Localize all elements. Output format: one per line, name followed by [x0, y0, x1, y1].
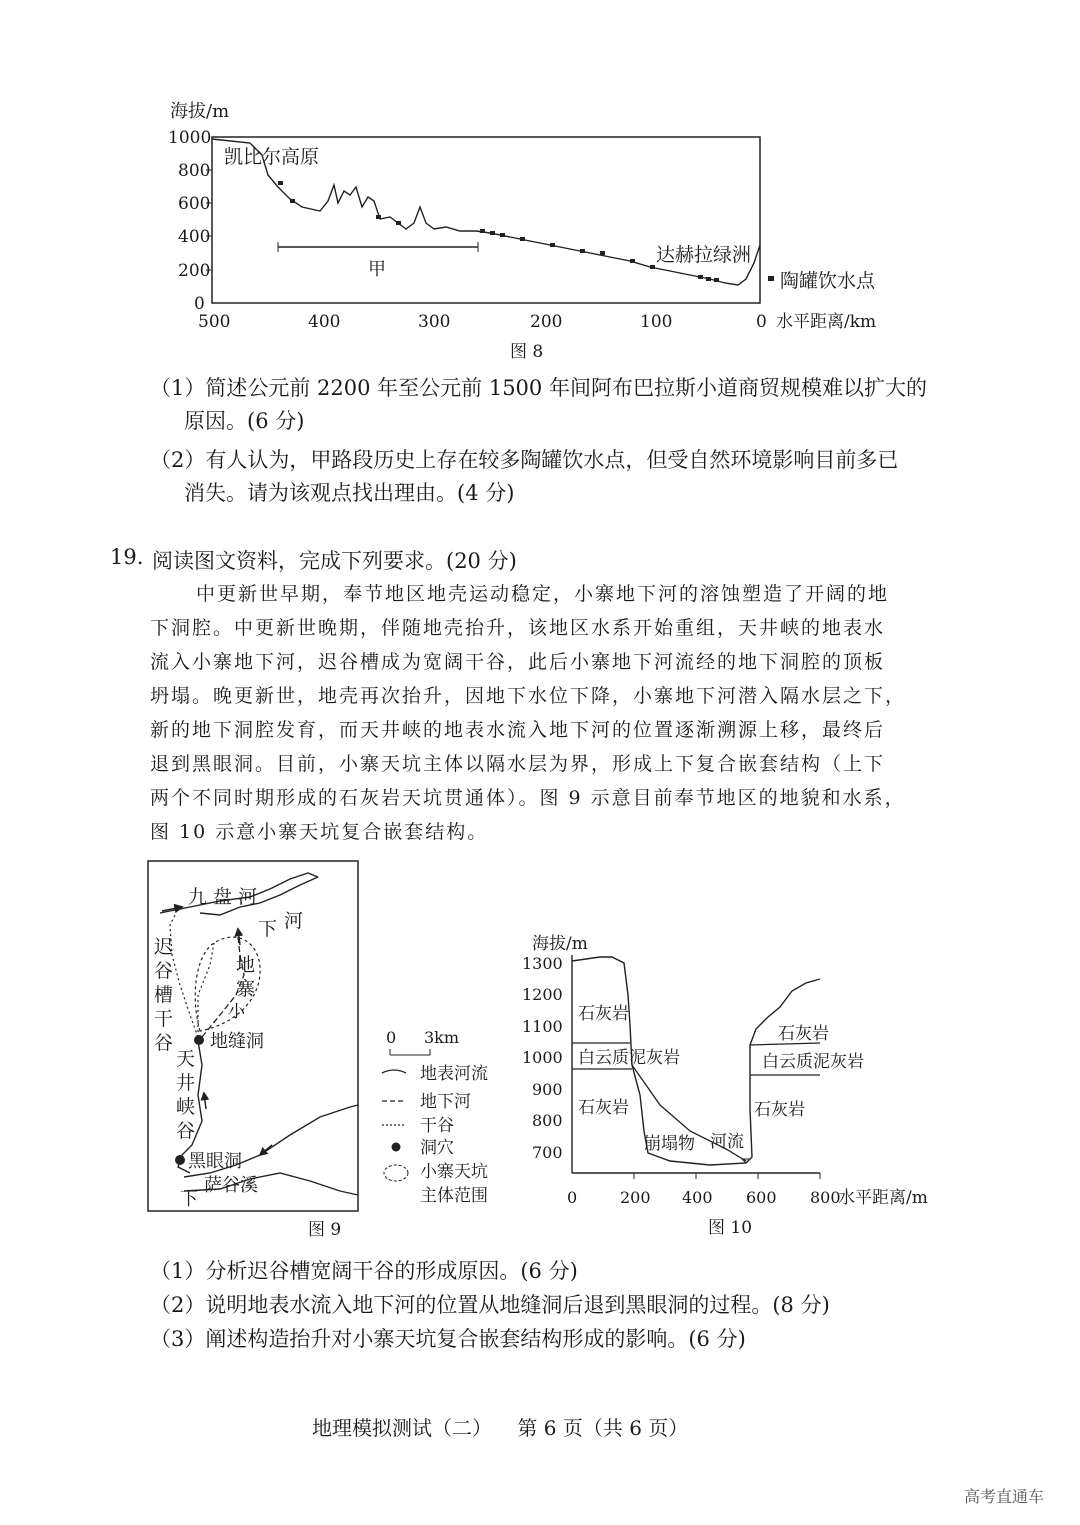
fig8-ytick: 600 — [178, 194, 211, 214]
water-point-marker — [520, 237, 525, 241]
fig10-xlabel: 水平距离/m — [838, 1188, 928, 1208]
water-point-marker — [650, 265, 655, 269]
water-point-marker — [396, 221, 401, 225]
fig8-xlabel: 水平距离/km — [776, 312, 877, 332]
fig10-left-dolomite: 白云质泥灰岩 — [578, 1048, 680, 1068]
water-point-marker — [698, 275, 703, 279]
fig8-ytick: 200 — [178, 261, 211, 281]
brand-watermark: 高考直通车 — [964, 1487, 1045, 1506]
fig9-label-saguxi: 萨谷溪 — [204, 1175, 258, 1196]
fig8-plateau-label: 凯比尔高原 — [224, 146, 320, 168]
fig10-river-label: 河流 — [710, 1132, 744, 1152]
fig9-label-difengdong: 地缝洞 — [210, 1031, 264, 1052]
q19-para-line: 中更新世早期，奉节地区地壳运动稳定，小寨地下河的溶蚀塑造了开阔的地 — [196, 583, 890, 605]
fig9-label-xiahe-1: 下 — [258, 918, 278, 940]
fig9-heiyandong-cave — [175, 1155, 185, 1165]
fig9-legend — [382, 1028, 488, 1206]
water-point-marker — [630, 259, 635, 263]
fig8-caption: 图 8 — [510, 342, 544, 362]
fig10-xtick: 600 — [746, 1188, 777, 1207]
fig9-caption: 图 9 — [308, 1220, 342, 1240]
fig8-legend-marker — [768, 276, 774, 281]
water-point-marker — [290, 199, 295, 203]
fig8-segment-label: 甲 — [368, 259, 386, 280]
q19-para-line: 两个不同时期形成的石灰岩天坑贯通体）。图 9 示意目前奉节地区的地貌和水系， — [150, 787, 906, 809]
fig10-yticks — [522, 954, 563, 1162]
fig9-label-xia: 下 — [180, 1189, 198, 1210]
fig9-dry-valley — [170, 913, 198, 1037]
water-point-marker — [714, 278, 719, 282]
fig9-label-jiupan: 九 盘 河 — [188, 886, 258, 908]
fig9-legend-item: 洞穴 — [420, 1138, 454, 1158]
fig9-label-xiahe-2: 河 — [284, 910, 304, 932]
fig9-legend-item: 干谷 — [420, 1116, 454, 1136]
fig10-left-limestone-top: 石灰岩 — [578, 1004, 629, 1024]
q19-intro: 阅读图文资料，完成下列要求。(20 分) — [152, 549, 517, 573]
fig10-ytick: 1300 — [522, 954, 563, 973]
figure-8 — [150, 95, 910, 365]
water-point-marker — [600, 251, 605, 255]
fig10-ytick: 700 — [532, 1143, 563, 1162]
fig10-left-limestone-bottom: 石灰岩 — [578, 1098, 629, 1118]
fig8-xtick: 100 — [640, 312, 673, 332]
fig10-right-limestone-bottom: 石灰岩 — [754, 1100, 805, 1120]
fig9-legend-item: 地下河 — [420, 1092, 471, 1112]
fig8-yticks — [168, 128, 212, 314]
q18-sub1-line1: （1）简述公元前 2200 年至公元前 1500 年间阿布巴拉斯小道商贸规模难以扩大的 — [150, 376, 927, 400]
fig8-xtick: 0 — [756, 312, 767, 332]
q18-sub2-line2: 消失。请为该观点找出理由。(4 分) — [184, 481, 515, 505]
fig10-xtick: 0 — [567, 1188, 578, 1207]
fig8-xtick: 500 — [198, 312, 231, 332]
fig10-right-dolomite: 白云质泥灰岩 — [762, 1052, 864, 1072]
q19-sub2: （2）说明地表水流入地下河的位置从地缝洞后退到黑眼洞的过程。(8 分) — [150, 1293, 830, 1317]
figure-10 — [520, 925, 940, 1245]
fig10-xtick: 400 — [682, 1188, 713, 1207]
fig8-xtick: 200 — [530, 312, 563, 332]
fig8-xticks — [198, 312, 876, 332]
fig8-ylabel: 海拔/m — [170, 101, 230, 122]
fig8-legend-label: 陶罐饮水点 — [780, 270, 876, 292]
fig9-label-heiyandong: 黑眼洞 — [188, 1151, 242, 1172]
fig9-label-chigucao: 迟谷槽干谷 — [154, 936, 174, 1054]
fig9-label-xiao: 小 — [228, 1002, 245, 1022]
fig10-ylabel: 海拔/m — [532, 934, 588, 954]
q19-sub3: （3）阐述构造抬升对小寨天坑复合嵌套结构形成的影响。(6 分) — [150, 1327, 746, 1351]
fig10-xtick: 200 — [620, 1188, 651, 1207]
water-point-marker — [580, 249, 585, 253]
fig8-ytick: 800 — [178, 161, 211, 181]
water-point-marker — [490, 231, 495, 235]
fig8-xtick: 400 — [308, 312, 341, 332]
fig10-ytick: 1000 — [522, 1048, 563, 1067]
fig9-legend-item: 小寨天坑 — [420, 1162, 488, 1182]
figure-9 — [140, 855, 520, 1245]
fig10-caption: 图 10 — [708, 1218, 753, 1238]
water-point-marker — [480, 229, 485, 233]
q19-para-line: 下洞腔。中更新世晚期，伴随地壳抬升，该地区水系开始重组，天井峡的地表水 — [150, 617, 886, 639]
water-point-marker — [550, 243, 555, 247]
fig10-ytick: 800 — [532, 1111, 563, 1130]
q19-para-line: 坍塌。晚更新世，地壳再次抬升，因地下水位下降，小寨地下河潜入隔水层之下， — [150, 685, 907, 707]
fig8-oasis-label: 达赫拉绿洲 — [656, 244, 752, 266]
fig10-right-limestone-top: 石灰岩 — [778, 1024, 829, 1044]
q18-sub2-line1: （2）有人认为，甲路段历史上存在较多陶罐饮水点，但受自然环境影响目前多已 — [150, 448, 899, 472]
q19-para-line: 退到黑眼洞。目前，小寨天坑主体以隔水层为界，形成上下复合嵌套结构（上下 — [150, 753, 886, 775]
q19-para-line: 图 10 示意小寨天坑复合嵌套结构。 — [150, 821, 489, 843]
fig8-ytick: 1000 — [168, 128, 212, 148]
fig9-scale-zero: 0 — [386, 1028, 397, 1047]
q19-para-line: 流入小寨地下河，迟谷槽成为宽阔干谷，此后小寨地下河流经的地下洞腔的顶板 — [150, 651, 886, 673]
fig10-ytick: 1200 — [522, 985, 563, 1004]
q19-para-line: 新的地下洞腔发育，而天井峡的地表水流入地下河的位置逐渐溯源上移，最终后 — [150, 719, 886, 741]
q18-sub1-line2: 原因。(6 分) — [184, 409, 305, 433]
fig9-scale-km: 3km — [424, 1028, 460, 1047]
water-point-marker — [706, 277, 711, 281]
fig9-legend-item: 主体范围 — [420, 1186, 488, 1206]
fig8-ytick: 400 — [178, 227, 211, 247]
fig8-xtick: 300 — [418, 312, 451, 332]
q19-number: 19. — [110, 545, 144, 569]
q19-sub1: （1）分析迟谷槽宽阔干谷的形成原因。(6 分) — [150, 1259, 578, 1283]
water-point-marker — [500, 233, 505, 237]
fig9-label-tianjingxia: 天井峡谷 — [176, 1048, 196, 1142]
fig9-difengdong-cave — [194, 1035, 204, 1045]
fig10-xtick: 800 — [810, 1188, 841, 1207]
fig8-water-points — [278, 181, 719, 282]
page-footer: 地理模拟测试（二） 第 6 页（共 6 页） — [312, 1416, 689, 1440]
fig8-ytick: 0 — [194, 294, 205, 314]
fig10-ytick: 900 — [532, 1080, 563, 1099]
fig10-ytick: 1100 — [522, 1017, 563, 1036]
fig9-legend-item: 地表河流 — [420, 1064, 488, 1084]
water-point-marker — [278, 181, 283, 185]
fig10-collapse-label: 崩塌物 — [644, 1134, 695, 1154]
fig9-label-dizhai: 地寨 — [236, 954, 256, 1000]
fig10-xticks — [567, 1173, 928, 1208]
water-point-marker — [376, 215, 381, 219]
